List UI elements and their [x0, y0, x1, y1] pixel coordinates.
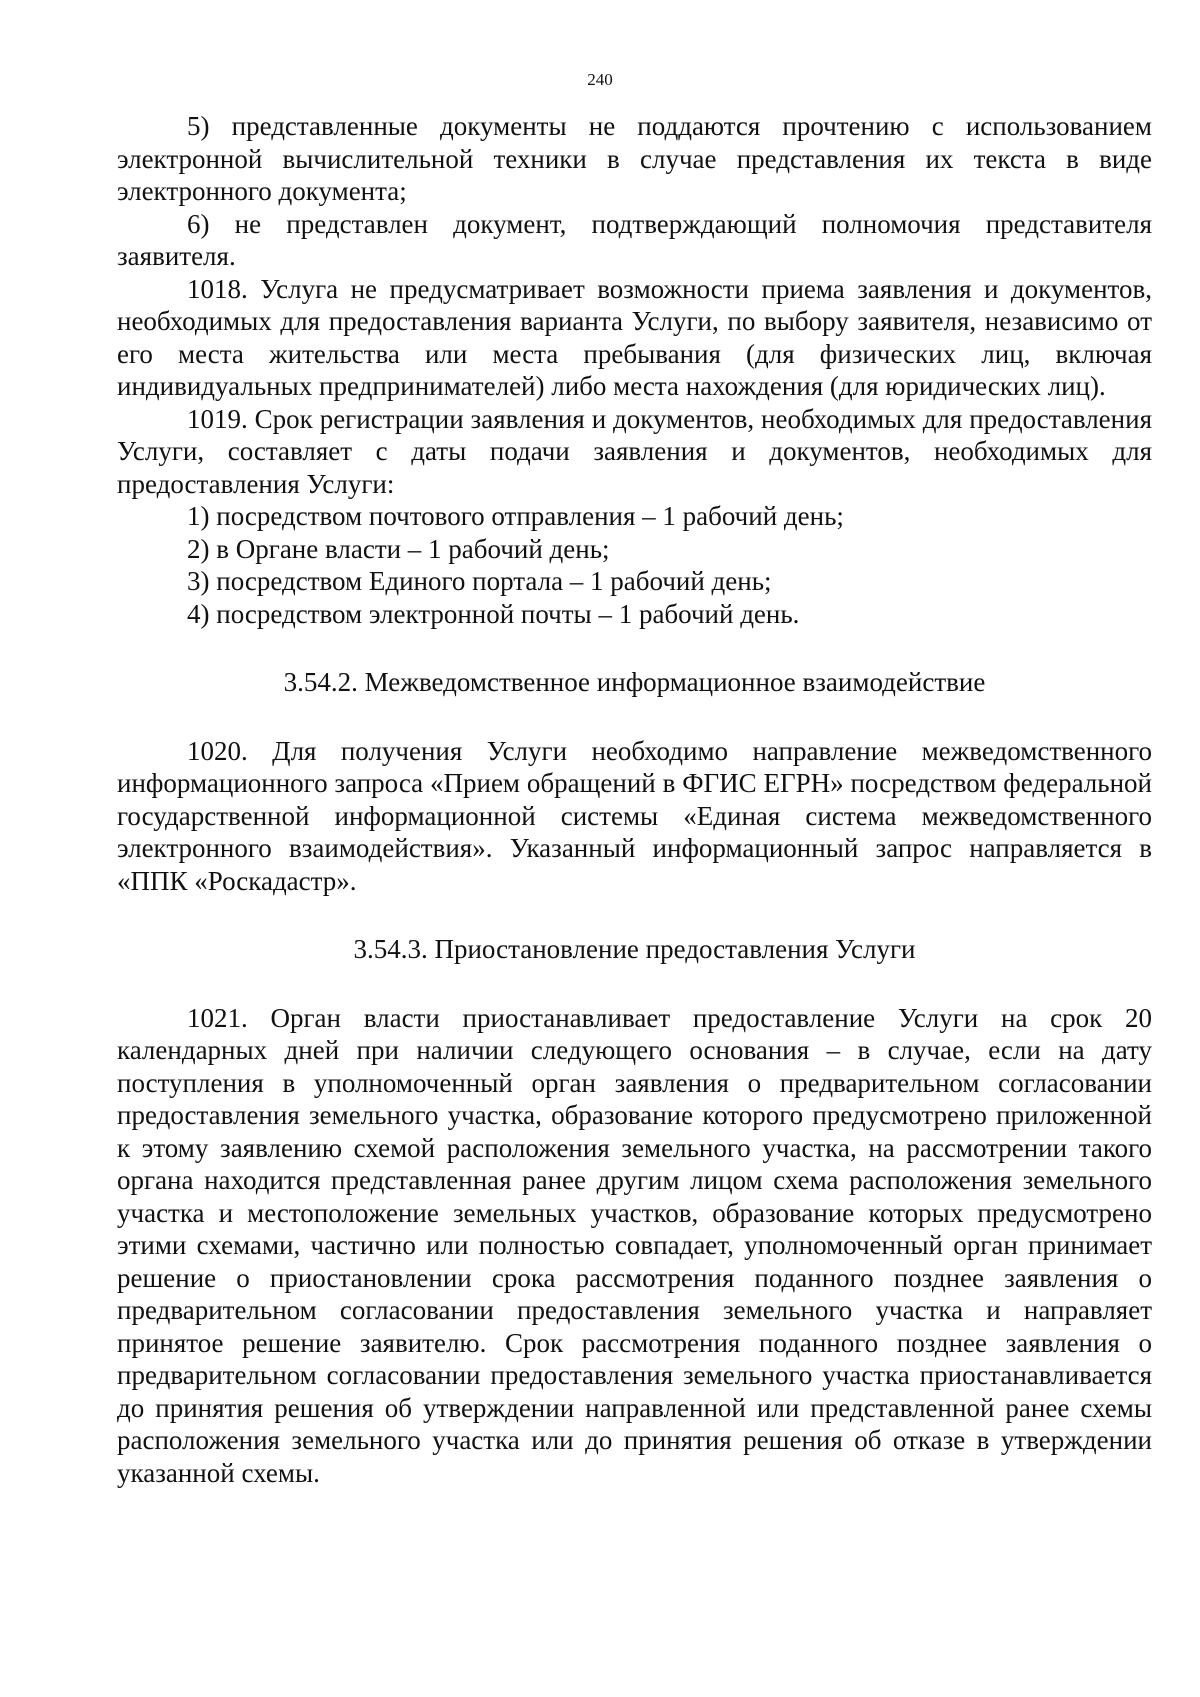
- section-heading-3-54-2: 3.54.2. Межведомственное информационное взаимодействие: [283, 667, 986, 697]
- document-body: [117, 110, 1152, 1489]
- paragraph-1018: 1018. Услуга не предусматривает возможности приема заявления и документов, необходимых для предоставления варианта Услуги, по выбору заявителя, независимо от его места жительства или места пребывания (для физических лиц, включая индивидуальных предпринимателей) либо места нахождения (для юридических лиц).: [117, 273, 1152, 401]
- paragraph-1021: 1021. Орган власти приостанавливает предоставление Услуги на срок 20 календарных дней при наличии следующего основания – в случае, если на дату поступления в уполномоченный орган заявления о предварительном согласовании предоставления земельного участка, образование которого предусмотрено приложенной к этому заявлению схемой расположения земельного участка, на рассмотрении такого органа находится представленная ранее другим лицом схема расположения земельного участка и местоположение земельных участков, образование которых предусмотрено этими схемами, частично или полностью совпадает, уполномоченный орган принимает решение о приостановлении срока рассмотрения поданного позднее заявления о предварительном согласовании предоставления земельного участка и направляет принятое решение заявителю. Срок рассмотрения поданного позднее заявления о предварительном согласовании предоставления земельного участка приостанавливается до принятия решения об утверждении направленной или представленной ранее схемы расположения земельного участка или до принятия решения об отказе в утверждении указанной схемы.: [117, 1002, 1152, 1488]
- list-item-1: 1) посредством почтового отправления – 1 рабочий день;: [187, 501, 844, 531]
- list-item-3: 3) посредством Единого портала – 1 рабочий день;: [187, 566, 772, 596]
- paragraph-1020: 1020. Для получения Услуги необходимо направление межведомственного информационного запроса «Прием обращений в ФГИС ЕГРН» посредством федеральной государственной информационной системы «Единая система межведомственного электронного взаимодействия». Указанный информационный запрос направляется в «ППК «Роскадастр».: [117, 735, 1152, 896]
- list-item-4: 4) посредством электронной почты – 1 рабочий день.: [187, 598, 800, 629]
- paragraph-item-5: 5) представленные документы не поддаются прочтению с использованием электронной вычислительной техники в случае представления их текста в виде электронного документа;: [117, 111, 1152, 206]
- section-heading-3-54-3: 3.54.3. Приостановление предоставления Услуги: [353, 934, 916, 964]
- paragraph-1019: 1019. Срок регистрации заявления и документов, необходимых для предоставления Услуги, составляет с даты подачи заявления и документов, необходимых для предоставления Услуги:: [117, 403, 1152, 499]
- paragraph-item-6: 6) не представлен документ, подтверждающий полномочия представителя заявителя.: [117, 208, 1152, 271]
- list-item-2: 2) в Органе власти – 1 рабочий день;: [187, 533, 610, 564]
- page-number: 240: [587, 70, 613, 89]
